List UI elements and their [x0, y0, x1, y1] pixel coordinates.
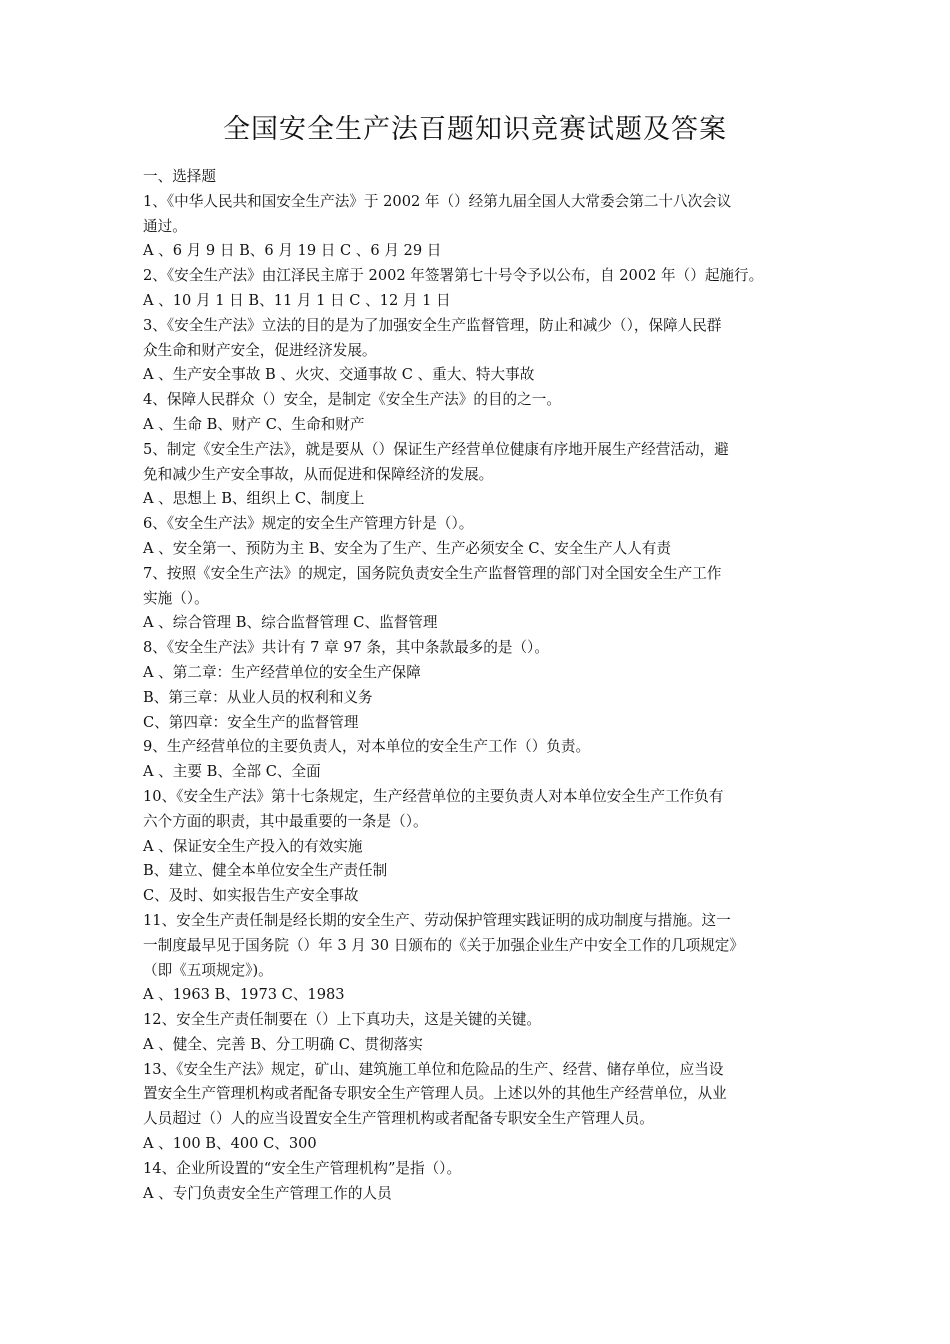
text-line: A 、100 B、400 C、300 [143, 1135, 317, 1153]
text-line: 通过。 [143, 217, 187, 235]
text-line: 免和减少生产安全事故，从而促进和保障经济的发展。 [143, 465, 494, 483]
text-line: 7、按照《安全生产法》的规定，国务院负责安全生产监督管理的部门对全国安全生产工作 [143, 564, 722, 582]
text-line: B、第三章：从业人员的权利和义务 [143, 688, 373, 706]
text-line: 6、《安全生产法》规定的安全生产管理方针是（）。 [143, 515, 474, 533]
text-line: 8、《安全生产法》共计有 7 章 97 条，其中条款最多的是（）。 [143, 639, 549, 657]
text-line: 1、《中华人民共和国安全生产法》于 2002 年（）经第九届全国人大常委会第二十八次会议 [143, 192, 732, 210]
text-line: 10、《安全生产法》第十七条规定，生产经营单位的主要负责人对本单位安全生产工作负有 [143, 787, 724, 805]
text-line: 一制度最早见于国务院（）年 3 月 30 日颁布的《关于加强企业生产中安全工作的几项规定》 [143, 936, 744, 954]
text-line: （即《五项规定》)。 [143, 961, 273, 979]
text-line: A 、健全、完善 B、分工明确 C、贯彻落实 [143, 1035, 423, 1053]
text-line: 一、选择题 [143, 168, 216, 185]
text-line: A 、生命 B、财产 C、生命和财产 [143, 415, 365, 433]
text-line: A 、保证安全生产投入的有效实施 [143, 837, 363, 855]
text-line: 3、《安全生产法》立法的目的是为了加强安全生产监督管理，防止和减少（），保障人民群 [143, 316, 722, 334]
text-line: C、及时、如实报告生产安全事故 [143, 887, 359, 905]
text-line: 14、企业所设置的“安全生产管理机构”是指（）。 [143, 1159, 462, 1177]
text-line: 9、生产经营单位的主要负责人，对本单位的安全生产工作（）负责。 [143, 738, 591, 756]
text-line: A 、思想上 B、组织上 C、制度上 [143, 490, 365, 508]
text-line: A 、1963 B、1973 C、1983 [143, 986, 345, 1004]
text-line: 置安全生产管理机构或者配备专职安全生产管理人员。上述以外的其他生产经营单位，从业 [143, 1085, 727, 1103]
document-body [143, 165, 810, 1206]
text-line: A 、专门负责安全生产管理工作的人员 [143, 1184, 392, 1202]
text-line: 六个方面的职责，其中最重要的一条是（）。 [143, 812, 428, 830]
text-line: 人员超过（）人的应当设置安全生产管理机构或者配备专职安全生产管理人员。 [143, 1110, 654, 1128]
text-line: 13、《安全生产法》规定，矿山、建筑施工单位和危险品的生产、经营、储存单位，应当设 [143, 1060, 724, 1078]
text-line: C、第四章：安全生产的监督管理 [143, 713, 359, 731]
text-line: A 、生产安全事故 B 、火灾、交通事故 C 、重大、特大事故 [143, 366, 535, 384]
document-title: 全国安全生产法百题知识竞赛试题及答案 [223, 114, 727, 145]
text-line: A 、6 月 9 日 B、6 月 19 日 C 、6 月 29 日 [143, 242, 442, 260]
text-line: 12、安全生产责任制要在（）上下真功夫，这是关键的关键。 [143, 1011, 542, 1029]
text-line: A 、综合管理 B、综合监督管理 C、监督管理 [143, 614, 438, 632]
text-line: 实施（）。 [143, 589, 209, 607]
text-line: A 、安全第一、预防为主 B、安全为了生产、生产必须安全 C、安全生产人人有责 [143, 539, 671, 557]
text-line: 众生命和财产安全，促进经济发展。 [143, 341, 377, 359]
text-line: A 、第二章：生产经营单位的安全生产保障 [143, 663, 421, 681]
text-line: 4、保障人民群众（）安全，是制定《安全生产法》的目的之一。 [143, 391, 561, 409]
text-line: B、建立、健全本单位安全生产责任制 [143, 862, 388, 880]
text-line: A 、10 月 1 日 B、11 月 1 日 C 、12 月 1 日 [143, 291, 451, 309]
text-line: 2、《安全生产法》由江泽民主席于 2002 年签署第七十号令予以公布，自 2002 年（）起施行。 [143, 267, 764, 285]
text-line: 5、制定《安全生产法》，就是要从（）保证生产经营单位健康有序地开展生产经营活动，避 [143, 440, 729, 458]
text-line: 11、安全生产责任制是经长期的安全生产、劳动保护管理实践证明的成功制度与措施。这一 [143, 911, 731, 929]
text-line: A 、主要 B、全部 C、全面 [143, 763, 321, 781]
